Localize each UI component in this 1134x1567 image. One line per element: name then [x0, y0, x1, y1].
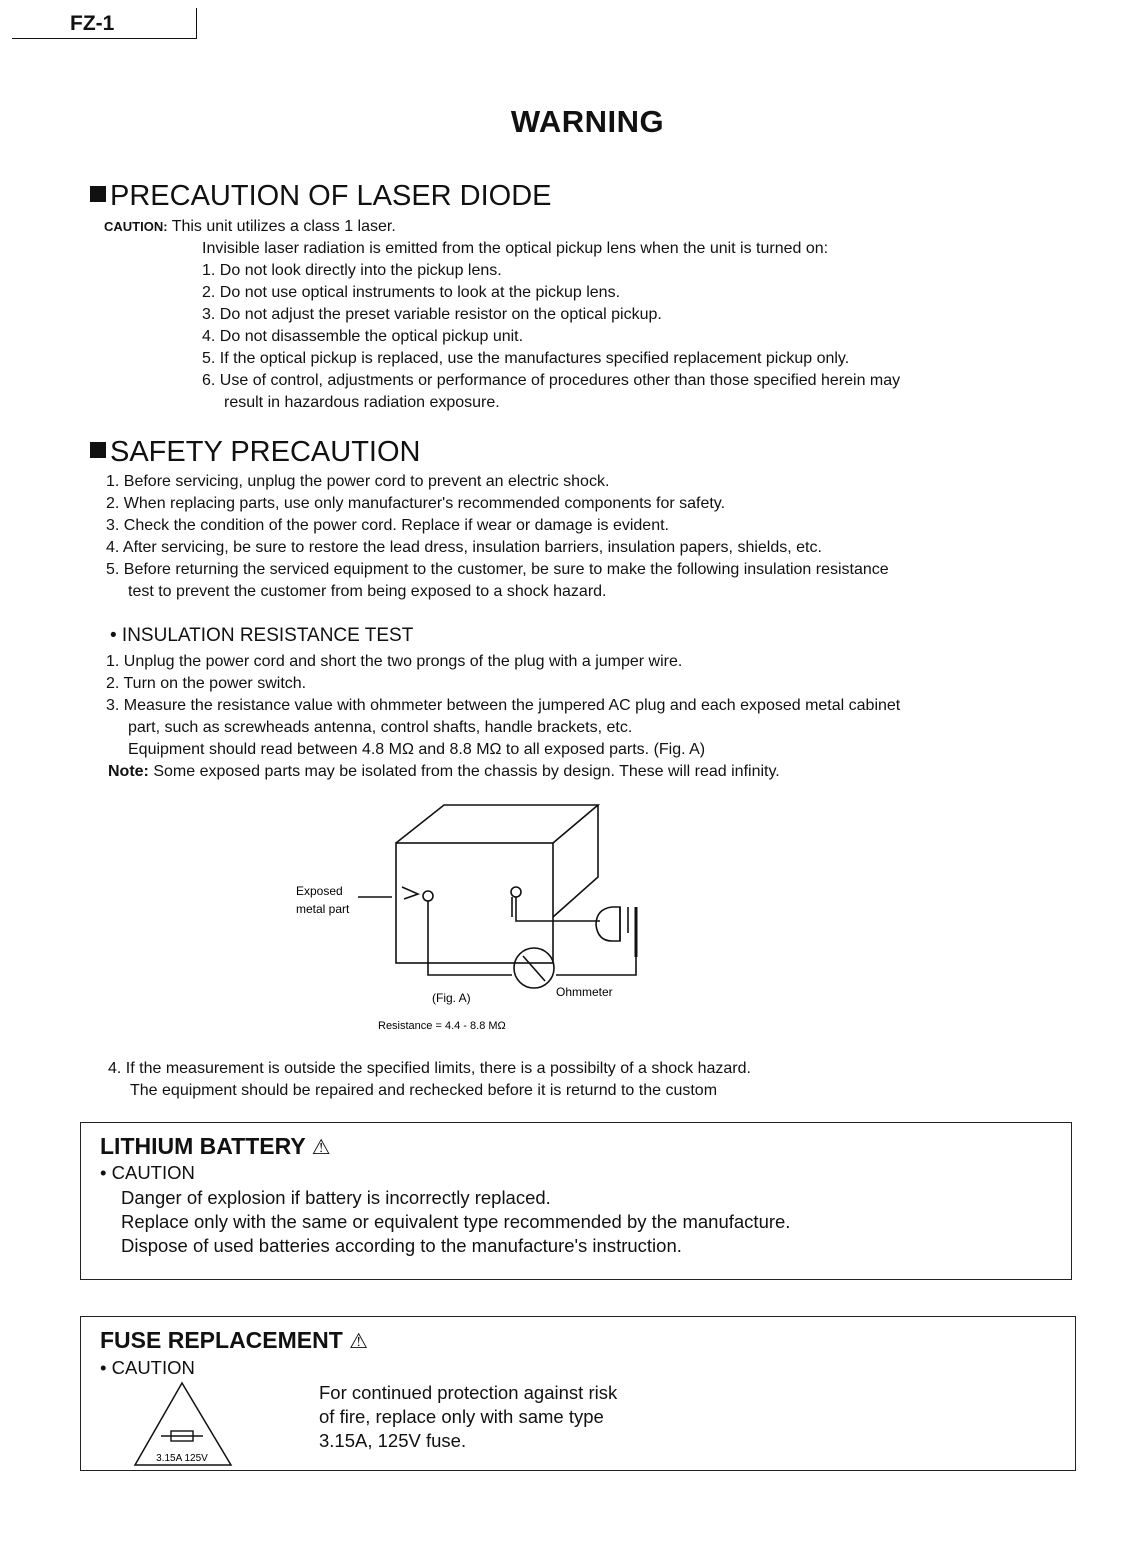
exposed-label: Exposed — [296, 884, 343, 898]
plug-terminal — [511, 887, 521, 897]
battery-heading — [100, 1133, 331, 1160]
safety-item: 1. Before servicing, unplug the power cord to prevent an electric shock. — [106, 473, 610, 490]
cabinet-side — [553, 805, 598, 917]
warning-triangle-icon: ⚠ — [311, 1136, 331, 1159]
insulation-item-continued: part, such as screwheads antenna, control shafts, handle brackets, etc. — [128, 719, 633, 736]
laser-heading — [90, 180, 552, 213]
square-bullet-icon — [90, 186, 106, 202]
laser-item: 2. Do not use optical instruments to look at the pickup lens. — [202, 284, 621, 301]
safety-item: 5. Before returning the serviced equipment to the customer, be sure to make the following insulation resistance — [106, 561, 889, 578]
safety-heading-text: SAFETY PRECAUTION — [110, 436, 421, 468]
fuse-line: 3.15A, 125V fuse. — [319, 1430, 467, 1451]
insulation-item-4: 4. If the measurement is outside the specified limits, there is a possibilty of a shock hazard. — [108, 1060, 751, 1077]
note-text: Some exposed parts may be isolated from the chassis by design. These will read infinity. — [153, 763, 780, 780]
laser-caution-line — [104, 216, 396, 238]
ohmmeter-label: Ohmmeter — [556, 985, 613, 999]
battery-line: Replace only with the same or equivalent type recommended by the manufacture. — [121, 1211, 791, 1232]
cabinet-top — [396, 805, 598, 843]
insulation-item-continued: Equipment should read between 4.8 MΩ and 8.8 MΩ to all exposed parts. (Fig. A) — [128, 741, 706, 758]
battery-line: Danger of explosion if battery is incorrectly replaced. — [121, 1187, 551, 1208]
fuse-heading — [100, 1327, 368, 1354]
insulation-item: 3. Measure the resistance value with ohmmeter between the jumpered AC plug and each exposed metal cabinet — [106, 697, 901, 714]
caution-text: This unit utilizes a class 1 laser. — [171, 218, 396, 235]
battery-line: Dispose of used batteries according to the manufacture's instruction. — [121, 1235, 682, 1256]
safety-item: 3. Check the condition of the power cord. Replace if wear or damage is evident. — [106, 517, 669, 534]
laser-item: 6. Use of control, adjustments or performance of procedures other than those specified herein may — [202, 372, 901, 389]
insulation-note — [108, 761, 780, 783]
cabinet-front — [396, 843, 553, 963]
fuse-line: For continued protection against risk — [319, 1382, 618, 1403]
laser-item: 3. Do not adjust the preset variable resistor on the optical pickup. — [202, 306, 662, 323]
laser-heading-text: PRECAUTION OF LASER DIODE — [110, 180, 552, 212]
exposed-terminal — [423, 891, 433, 901]
laser-item-continued: result in hazardous radiation exposure. — [224, 394, 500, 411]
safety-heading — [90, 436, 420, 469]
header-rule — [12, 38, 197, 39]
laser-item: 4. Do not disassemble the optical pickup unit. — [202, 328, 524, 345]
fuse-warning-triangle-icon — [131, 1379, 241, 1469]
metal-part-label: metal part — [296, 902, 350, 916]
safety-item-continued: test to prevent the customer from being exposed to a shock hazard. — [128, 583, 607, 600]
insulation-item: 2. Turn on the power switch. — [106, 675, 307, 692]
page-title: WARNING — [510, 104, 665, 139]
laser-item: 5. If the optical pickup is replaced, use the manufactures specified replacement pickup only. — [202, 350, 850, 367]
battery-caution: • CAUTION — [100, 1162, 195, 1183]
safety-item: 4. After servicing, be sure to restore the lead dress, insulation barriers, insulation papers, shields, etc. — [106, 539, 822, 556]
insulation-item: 1. Unplug the power cord and short the two prongs of the plug with a jumper wire. — [106, 653, 683, 670]
square-bullet-icon — [90, 442, 106, 458]
safety-item: 2. When replacing parts, use only manufacturer's recommended components for safety. — [106, 495, 726, 512]
caution-label: CAUTION: — [104, 219, 168, 234]
fuse-replacement-box — [80, 1316, 1076, 1471]
insulation-item-4-continued: The equipment should be repaired and rechecked before it is returnd to the custom — [130, 1082, 718, 1099]
fuse-heading-text: FUSE REPLACEMENT — [100, 1327, 343, 1353]
fuse-caution: • CAUTION — [100, 1357, 195, 1378]
fuse-rating-label: 3.15A 125V — [156, 1453, 208, 1464]
laser-item: 1. Do not look directly into the pickup lens. — [202, 262, 502, 279]
header-rule-tick — [196, 8, 197, 39]
warning-triangle-icon: ⚠ — [349, 1330, 369, 1353]
fuse-line: of fire, replace only with same type — [319, 1406, 604, 1427]
fig-a-diagram — [280, 795, 660, 1040]
insulation-heading: • INSULATION RESISTANCE TEST — [110, 625, 414, 646]
battery-heading-text: LITHIUM BATTERY — [100, 1133, 306, 1159]
lithium-battery-box — [80, 1122, 1072, 1280]
note-label: Note: — [108, 763, 149, 780]
model-number: FZ-1 — [70, 12, 115, 35]
laser-intro: Invisible laser radiation is emitted from the optical pickup lens when the unit is turned on: — [202, 240, 829, 257]
fig-caption: (Fig. A) — [432, 991, 471, 1005]
resistance-label: Resistance = 4.4 - 8.8 MΩ — [378, 1020, 506, 1032]
